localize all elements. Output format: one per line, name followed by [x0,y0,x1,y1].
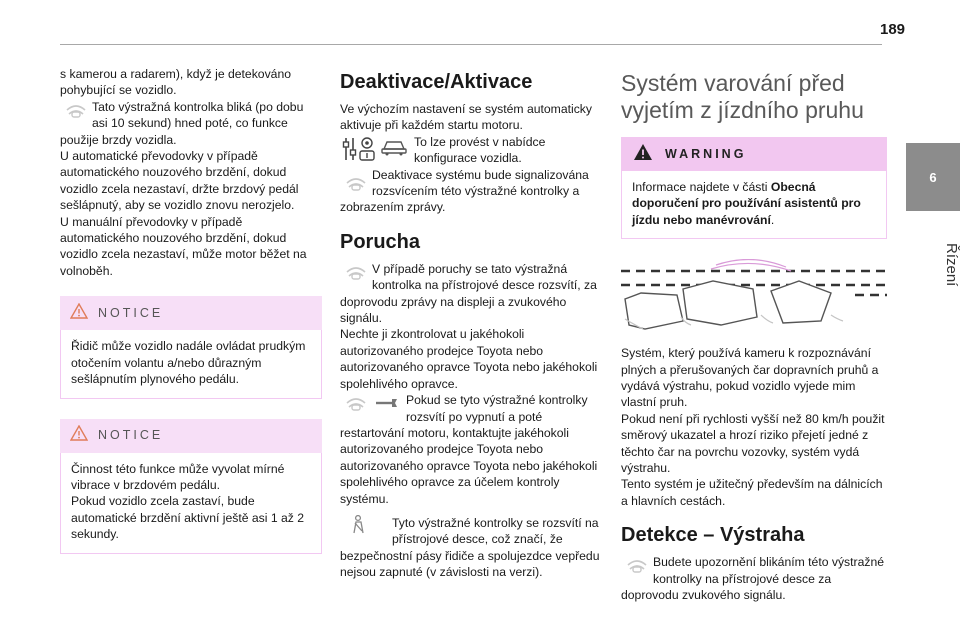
notice-body [60,453,322,554]
lane-departure-indicator-icon [344,262,366,280]
paragraph: Pokud se tyto výstražné kontrolky rozsvítí po vypnutí a poté restartování motoru, kontaktujte jakéhokoli autorizovaného prodejce Toyota nebo autorizovaného opravce Toyota nebo jakéhokoli spolehlivého opravce za účelem kontroly systému. [340,393,598,506]
lane-departure-illustration [621,259,887,333]
notice-text: Pokud vozidlo zcela zastaví, bude automatické brzdění aktivní ještě asi 1 až 2 sekundy. [71,494,305,542]
warning-triangle-icon [633,143,653,165]
indicator-row [340,261,605,327]
section-heading: Deaktivace/Aktivace [340,71,533,93]
section-heading: Porucha [340,230,421,253]
warning-text-prefix: Informace najdete v části [632,180,771,194]
lane-departure-indicator-icon [625,555,647,573]
column-middle [340,70,605,581]
paragraph: Budete upozornění blikáním této výstražné kontrolky na přístrojové desce za doprovodu zvukového signálu. [621,555,885,603]
warning-box [621,137,887,239]
notice-title: NOTICE [98,306,164,321]
page-number: 189 [880,21,906,38]
chapter-tab[interactable]: 6 [906,143,960,211]
notice-box [60,419,322,554]
settings-menu-icon [342,134,376,164]
indicator-row [621,554,887,603]
paragraph: To lze provést v nabídce konfigurace vozidla. [414,134,546,166]
indicator-row [340,167,605,216]
car-configuration-icon [380,136,408,156]
paragraph: V případě poruchy se tato výstražná kontrolka na přístrojové desce rozsvítí, za doprovodu zprávy na displeji a zvukového signálu. [340,261,597,326]
lane-departure-indicator-icon [344,173,366,191]
notice-title: NOTICE [98,428,164,443]
paragraph: Nechte ji zkontrolovat u jakéhokoli autorizovaného prodejce Toyota nebo autorizovaného opravce Toyota nebo jakéhokoli spolehlivého opravce. [340,327,598,391]
notice-body [60,330,322,398]
paragraph: U automatické převodovky v případě automatického nouzového brzdění, dokud vozidlo zcela nezastaví, držte brzdový pedál sešlápnutý, aby se vozidlo znovu nerozjelo. [60,149,299,213]
notice-text: Řidič může vozidlo nadále ovládat prudkým otočením volantu a/nebo důrazným sešlápnutím plynového pedálu. [71,339,306,387]
section-heading: Detekce – Výstraha [621,524,805,547]
wrench-icon [372,393,400,411]
notice-header [60,296,322,330]
warning-title: WARNING [665,146,747,161]
paragraph: Pokud není při rychlosti vyšší než 80 km/h použit směrový ukazatel a hrozí riziko přejetí jedné z těchto čar na povrchu vozovky, systém vydá výstrahu. [621,411,885,476]
paragraph: Ve výchozím nastavení se systém automaticky aktivuje při každém startu motoru. [340,102,592,133]
column-left [60,66,322,554]
notice-text: Činnost této funkce může vyvolat mírné vibrace v brzdovém pedálu. [71,461,285,492]
lane-departure-indicator-icon [64,100,86,118]
seatbelt-row [340,515,605,581]
section-title: Systém varování před vyjetím z jízdního pruhu [621,70,864,123]
warning-header [621,137,887,171]
warning-triangle-icon [70,303,88,323]
paragraph: Deaktivace systému bude signalizována rozsvícením této výstražné kontrolky a zobrazením zprávy. [340,167,589,215]
paragraph: Systém, který používá kameru k rozpoznávání plných a přerušovaných čar dopravních pruhů a vydává výstrahu, pokud vozidlo vyjede mim vlastní pruh. [621,346,879,410]
notice-header [60,419,322,453]
warning-text-suffix: . [770,212,775,227]
paragraph: s kamerou a radarem), když je detekováno pohybující se vozidlo. [60,67,291,98]
header-rule [60,44,882,45]
chapter-title: Řízení [943,243,960,287]
indicator-row [60,99,322,148]
warning-body [621,171,887,239]
paragraph: Tento systém je užitečný především na dálnicích a hlavních cestách. [621,477,883,508]
lane-departure-indicator-icon [344,393,366,411]
column-right [621,70,887,604]
paragraph: U manuální převodovky v případě automatického nouzového brzdění, dokud vozidlo zcela nezastaví, může motor běžet na volnoběh. [60,214,307,278]
paragraph: Tato výstražná kontrolka bliká (po dobu asi 10 sekund) hned poté, co funkce použije brzdy vozidla. [60,99,304,147]
warning-text [632,179,876,228]
notice-box [60,296,322,398]
warning-text-link: Obecná doporučení pro používání asistentů pro jízdu nebo manévrování [632,180,861,227]
warning-triangle-icon [70,425,88,445]
config-row [340,134,605,167]
seatbelt-icon [346,515,386,533]
paragraph: Tyto výstražné kontrolky se rozsvítí na přístrojové desce, což značí, že bezpečnostní pásy řidiče a spolujezdce vepředu nejsou zapnuté (v závislosti na verzi). [340,515,600,580]
indicator-row [340,392,605,507]
